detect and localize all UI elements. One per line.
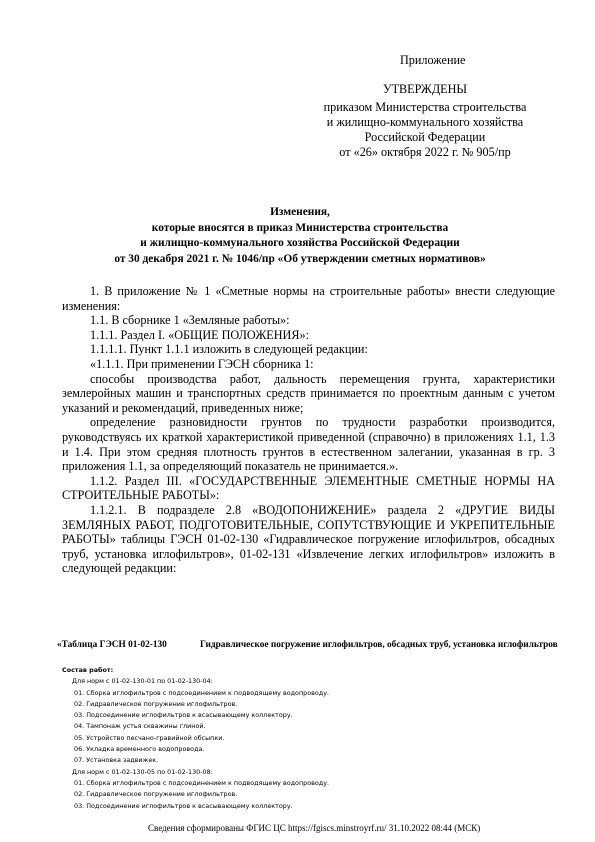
paragraph-3: 1.1.1. Раздел I. «ОБЩИЕ ПОЛОЖЕНИЯ»: [90,327,309,342]
paragraph-2: 1.1. В сборнике 1 «Земляные работы»: [90,313,290,328]
approval-line-4: от «26» октября 2022 г. № 905/пр [339,145,511,159]
title-line-3: и жилищно-коммунального хозяйства Российской Федерации [140,237,460,250]
composition-label: Состав работ: [62,666,114,674]
approval-line-3: Российской Федерации [364,130,486,144]
composition-item: 03. Подсоединение иглофильтров к всасывающему коллектору. [74,801,293,810]
title-line-4: от 30 декабря 2021 г. № 1046/пр «Об утверждении сметных нормативов» [114,252,486,265]
paragraph-5: «1.1.1. При применении ГЭСН сборника 1: [90,356,314,371]
composition-item: 06. Укладка временного водопровода. [74,745,205,754]
approval-line-1: приказом Министерства строительства [323,100,527,114]
table-name: Гидравлическое погружение иглофильтров, обсадных труб, установка иглофильтров [200,640,558,650]
footer-source-note: Сведения сформированы ФГИС ЦС https://fgiscs.minstroyrf.ru/ 31.10.2022 08:44 (МСК) [148,823,481,833]
composition-item: 01. Сборка иглофильтров с подсоединением к подводящему водопроводу. [74,688,330,697]
composition-item: 02. Гидравлическое погружение иглофильтров. [74,699,238,708]
document-body [62,284,555,576]
work-composition [62,665,329,812]
paragraph-8: 1.1.2. Раздел III. «ГОСУДАРСТВЕННЫЕ ЭЛЕМЕНТНЫЕ СМЕТНЫЕ НОРМЫ НА СТРОИТЕЛЬНЫЕ РАБОТЫ»: [62,473,555,503]
paragraph-7: определение разновидности грунтов по трудности разработки производится, руководствуясь их краткой характеристикой приведенной (справочно) в приложениях 1.1, 1.3 и 1.4. При этом средняя плотность грунтов в естественном залегании, указанная в гр. 3 приложения 1.1, за определяющий показатель не принимается.». [62,415,555,474]
composition-item: 02. Гидравлическое погружение иглофильтров. [74,790,238,799]
paragraph-4: 1.1.1.1. Пункт 1.1.1 изложить в следующей редакции: [90,342,368,357]
composition-item: 01. Сборка иглофильтров с подсоединением к подводящему водопроводу. [74,778,330,787]
composition-item: 05. Устройство песчано-гравийной обсыпки. [74,733,225,742]
appendix-label: Приложение [400,53,466,67]
paragraph-6: способы производства работ, дальность перемещения грунта, характеристики землеройных машин и транспортных средств принимается по проектным данным с учетом указаний и рекомендаций, приведенных ниже; [62,371,555,415]
composition-item: 04. Тампонаж устья скважины глиной. [74,722,206,731]
table-code: «Таблица ГЭСН 01-02-130 [57,640,167,650]
title-line-1: Изменения, [270,206,330,218]
composition-item: 03. Подсоединение иглофильтров к всасывающему коллектору. [74,711,293,720]
document-title [40,205,560,267]
paragraph-9: 1.1.2.1. В подразделе 2.8 «ВОДОПОНИЖЕНИЕ» раздела 2 «ДРУГИЕ ВИДЫ ЗЕМЛЯНЫХ РАБОТ, ПОДГОТОВИТЕЛЬНЫЕ, СОПУТСТВУЮЩИЕ И УКРЕПИТЕЛЬНЫЕ РАБОТЫ» таблицы ГЭСН 01-02-130 «Гидравлическое погружение иглофильтров, обсадных труб, установка иглофильтров», 01-02-131 «Извлечение легких иглофильтров» изложить в следующей редакции: [62,502,555,576]
composition-group-2: Для норм с 01-02-130-05 по 01-02-130-08: [72,767,213,776]
paragraph-1: 1. В приложение № 1 «Сметные нормы на строительные работы» внести следующие изменения: [62,284,555,313]
composition-item: 07. Установка задвижек. [74,756,159,765]
approval-line-2: и жилищно-коммунального хозяйства [326,115,524,129]
title-line-2: которые вносятся в приказ Министерства строительства [151,221,449,234]
approved-heading: УТВЕРЖДЕНЫ [382,82,468,96]
composition-group-1: Для норм с 01-02-130-01 по 01-02-130-04: [72,677,213,686]
